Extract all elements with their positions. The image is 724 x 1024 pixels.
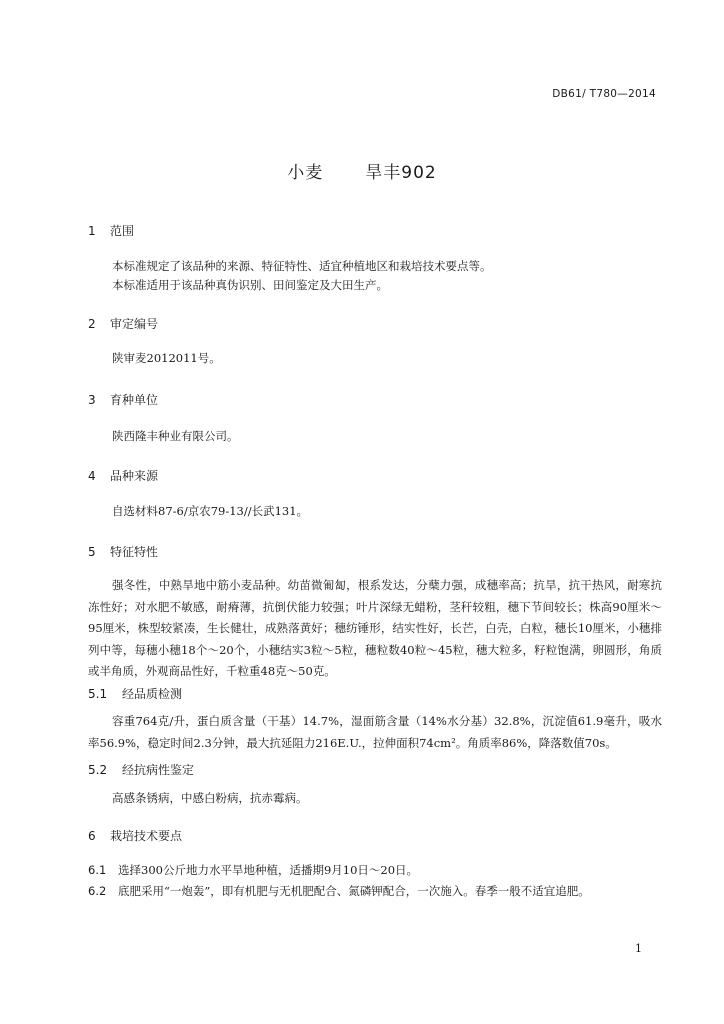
section-title: 范围 <box>110 224 135 238</box>
title-crop: 小麦 <box>287 163 324 183</box>
breeder-text: 陕西隆丰种业有限公司。 <box>112 429 239 443</box>
clause-6-2 <box>88 883 590 899</box>
section-4-heading <box>88 467 158 484</box>
clause-number: 6.2 <box>88 884 107 898</box>
clause-text: 选择300公斤地力水平旱地种植，适播期9月10日～20日。 <box>118 863 419 877</box>
section-number: 1 <box>88 224 96 238</box>
section-5-heading <box>88 543 158 560</box>
section-number: 5 <box>88 545 96 559</box>
section-title: 栽培技术要点 <box>110 829 183 843</box>
approval-number-text: 陕审麦2012011号。 <box>112 351 221 365</box>
section-number: 5.1 <box>88 687 108 701</box>
section-2-heading <box>88 315 158 332</box>
section-number: 4 <box>88 469 96 483</box>
section-title: 审定编号 <box>110 317 159 331</box>
quality-paragraph: 容重764克/升，蛋白质含量（干基）14.7%，湿面筋含量（14%水分基）32.8%，沉淀值61.9毫升，吸水率56.9%，稳定时间2.3分钟，最大抗延阻力216E.U.，拉伸面积74cm²。角质率86%，降落数值70s。 <box>88 714 662 750</box>
document-title <box>0 158 724 183</box>
disease-resistance-text: 高感条锈病，中感白粉病，抗赤霉病。 <box>112 791 308 805</box>
section-title: 育种单位 <box>110 393 159 407</box>
page-number: 1 <box>635 942 642 955</box>
section-number: 5.2 <box>88 763 108 777</box>
section-title: 经抗病性鉴定 <box>122 763 195 777</box>
title-variety: 旱丰902 <box>365 163 437 183</box>
section-title: 特征特性 <box>110 545 159 559</box>
section-title: 品种来源 <box>110 469 159 483</box>
section-3-heading <box>88 391 158 408</box>
clause-number: 6.1 <box>88 863 107 877</box>
section-number: 2 <box>88 317 96 331</box>
characteristics-paragraph: 强冬性，中熟旱地中筋小麦品种。幼苗微匍匐，根系发达，分蘖力强，成穗率高；抗旱，抗干热风，耐寒抗冻性好；对水肥不敏感，耐瘠薄，抗倒伏能力较强；叶片深绿无蜡粉，茎秆较粗，穗下节间较长；株高90厘米～95厘米，株型较紧凑，生长健壮，成熟落黄好；穗纺锤形，结实性好，长芒，白壳，白粒，穗长10厘米，小穗排列中等，每穗小穗18个～20个，小穗结实3粒～5粒，穗粒数40粒～45粒，穗大粒多，籽粒饱满，卵圆形，角质或半角质，外观商品性好，千粒重48克～50克。 <box>88 578 662 678</box>
section-title: 经品质检测 <box>122 687 183 701</box>
section-5-2-heading <box>88 761 194 778</box>
section-number: 3 <box>88 393 96 407</box>
section-number: 6 <box>88 829 96 843</box>
section-1-heading <box>88 222 134 239</box>
clause-6-1 <box>88 862 418 878</box>
section-5-1-heading <box>88 685 182 702</box>
origin-text: 自选材料87-6/京农79-13//长武131。 <box>112 504 309 518</box>
scope-line-2: 本标准适用于该品种真伪识别、田间鉴定及大田生产。 <box>112 278 388 292</box>
scope-line-1: 本标准规定了该品种的来源、特征特性、适宜种植地区和栽培技术要点等。 <box>112 259 492 273</box>
clause-text: 底肥采用“一炮轰”，即有机肥与无机肥配合、氮磷钾配合，一次施入。春季一般不适宜追肥。 <box>118 884 590 898</box>
section-6-heading <box>88 827 182 844</box>
standard-code: DB61/ T780—2014 <box>552 88 656 100</box>
